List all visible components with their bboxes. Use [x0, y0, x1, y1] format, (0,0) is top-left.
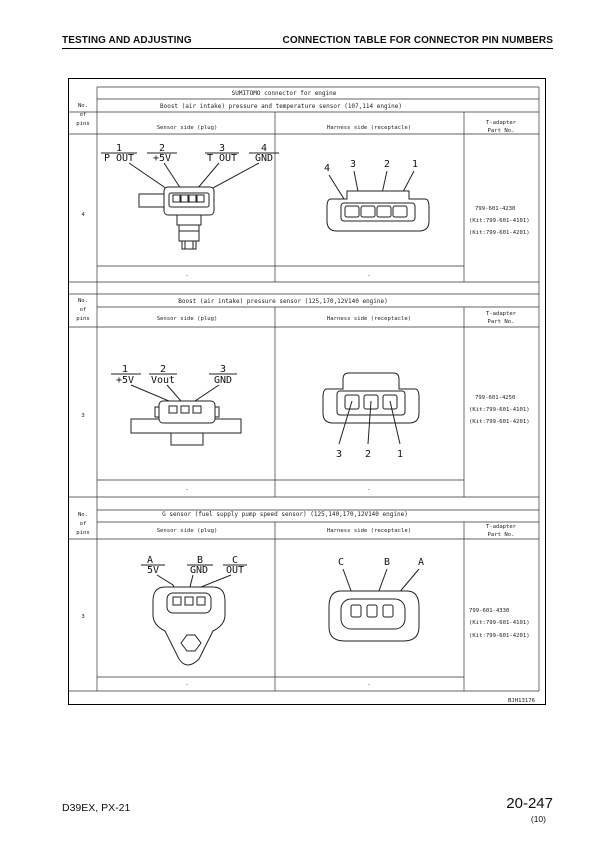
- pins-header-of: of: [79, 112, 87, 118]
- section-1-harness-dash: -: [367, 273, 371, 279]
- sensor-pin-number: 1: [115, 143, 123, 154]
- harness-pin-number: B: [383, 557, 391, 568]
- section-1-title: Boost (air intake) pressure and temperature sensor (107,114 engine): [159, 103, 403, 110]
- tadapter-header: T-adapter: [485, 120, 517, 126]
- section-1-pin-count: 4: [81, 212, 85, 218]
- pins-header-pins: pins: [76, 530, 90, 536]
- sensor-pin-label: GND: [254, 153, 274, 164]
- pins-header-pins: pins: [76, 316, 90, 322]
- section-2-kit-1: (Kit:799-601-4101): [469, 407, 530, 413]
- sensor-pin-label: OUT: [225, 565, 245, 576]
- sensor-pin-number: 3: [219, 364, 227, 375]
- section-2-part-no: 799-601-4250: [475, 395, 516, 401]
- section-1-sensor-dash: -: [185, 273, 189, 279]
- sensor-pin-number: 2: [158, 143, 166, 154]
- part-no-header: Part No.: [487, 532, 515, 538]
- section-1-part-no: 799-601-4230: [475, 206, 516, 212]
- sensor-plug-drawing-1: [101, 143, 279, 249]
- harness-pin-number: 2: [364, 449, 372, 460]
- part-no-header: Part No.: [487, 128, 515, 134]
- harness-side-header: Harness side (receptacle): [326, 316, 412, 322]
- sensor-pin-label: GND: [213, 375, 233, 386]
- sensor-pin-number: 4: [260, 143, 268, 154]
- pins-header-of: of: [79, 307, 87, 313]
- harness-receptacle-drawing-1: [324, 159, 429, 231]
- pins-header-no: No.: [77, 512, 89, 518]
- sensor-pin-number: 3: [218, 143, 226, 154]
- section-2-sensor-dash: -: [185, 487, 189, 493]
- sensor-pin-label: P OUT: [103, 153, 135, 164]
- sensor-pin-label: 5V: [146, 565, 160, 576]
- drawing-id: BJH13176: [508, 698, 535, 704]
- header-page-title: CONNECTION TABLE FOR CONNECTOR PIN NUMBERS: [282, 35, 553, 46]
- footer-model: D39EX, PX-21: [62, 802, 131, 814]
- harness-receptacle-drawing-3: [329, 557, 424, 641]
- section-3-title: G sensor (fuel supply pump speed sensor) (125,140,170,12V140 engine): [162, 511, 408, 518]
- tadapter-header: T-adapter: [485, 524, 517, 530]
- sensor-pin-number: 2: [159, 364, 167, 375]
- harness-pin-number: C: [337, 557, 345, 568]
- header-section-title: TESTING AND ADJUSTING: [62, 35, 192, 46]
- sensor-pin-number: A: [146, 555, 154, 566]
- pins-header-no: No.: [77, 298, 89, 304]
- section-2-kit-2: (Kit:799-601-4201): [469, 419, 530, 425]
- connection-table: [69, 79, 547, 706]
- sensor-side-header: Sensor side (plug): [156, 316, 218, 322]
- pins-header-no: No.: [77, 103, 89, 109]
- sensor-plug-drawing-3: [141, 555, 247, 665]
- harness-pin-number: A: [417, 557, 425, 568]
- footer-page-number: 20-247: [506, 795, 553, 812]
- section-2-pin-count: 3: [81, 413, 85, 419]
- sensor-pin-label: GND: [189, 565, 209, 576]
- sensor-pin-number: C: [231, 555, 239, 566]
- sensor-pin-number: 1: [121, 364, 129, 375]
- section-3-harness-dash: -: [367, 682, 371, 688]
- section-3-pin-count: 3: [81, 614, 85, 620]
- pins-header-of: of: [79, 521, 87, 527]
- section-3-part-no: 799-601-4330: [469, 608, 510, 614]
- harness-side-header: Harness side (receptacle): [326, 528, 412, 534]
- table-title: SUMITOMO connector for engine: [231, 90, 337, 97]
- harness-pin-number: 1: [396, 449, 404, 460]
- sensor-pin-label: Vout: [150, 375, 176, 386]
- pins-header-pins: pins: [76, 121, 90, 127]
- connection-table-frame: [68, 78, 546, 705]
- section-2-title: Boost (air intake) pressure sensor (125,170,12V140 engine): [178, 298, 388, 305]
- section-3-kit-1: (Kit:799-601-4101): [469, 620, 530, 626]
- footer-revision: (10): [530, 814, 546, 824]
- section-3-kit-2: (Kit:799-601-4201): [469, 633, 530, 639]
- harness-receptacle-drawing-2: [323, 373, 419, 460]
- sensor-plug-drawing-2: [111, 364, 241, 445]
- header-rule: [62, 48, 553, 49]
- harness-pin-number: 3: [335, 449, 343, 460]
- section-3-sensor-dash: -: [185, 682, 189, 688]
- harness-pin-number: 2: [383, 159, 391, 170]
- sensor-side-header: Sensor side (plug): [156, 528, 218, 534]
- sensor-pin-label: +5V: [152, 153, 172, 164]
- harness-pin-number: 3: [349, 159, 357, 170]
- harness-pin-number: 4: [323, 163, 331, 174]
- sensor-pin-label: +5V: [115, 375, 135, 386]
- section-2-harness-dash: -: [367, 487, 371, 493]
- harness-side-header: Harness side (receptacle): [326, 125, 412, 131]
- tadapter-header: T-adapter: [485, 311, 517, 317]
- harness-pin-number: 1: [411, 159, 419, 170]
- sensor-pin-label: T OUT: [206, 153, 238, 164]
- sensor-pin-number: B: [196, 555, 204, 566]
- section-1-kit-2: (Kit:799-601-4201): [469, 230, 530, 236]
- sensor-side-header: Sensor side (plug): [156, 125, 218, 131]
- section-1-kit-1: (Kit:799-601-4101): [469, 218, 530, 224]
- part-no-header: Part No.: [487, 319, 515, 325]
